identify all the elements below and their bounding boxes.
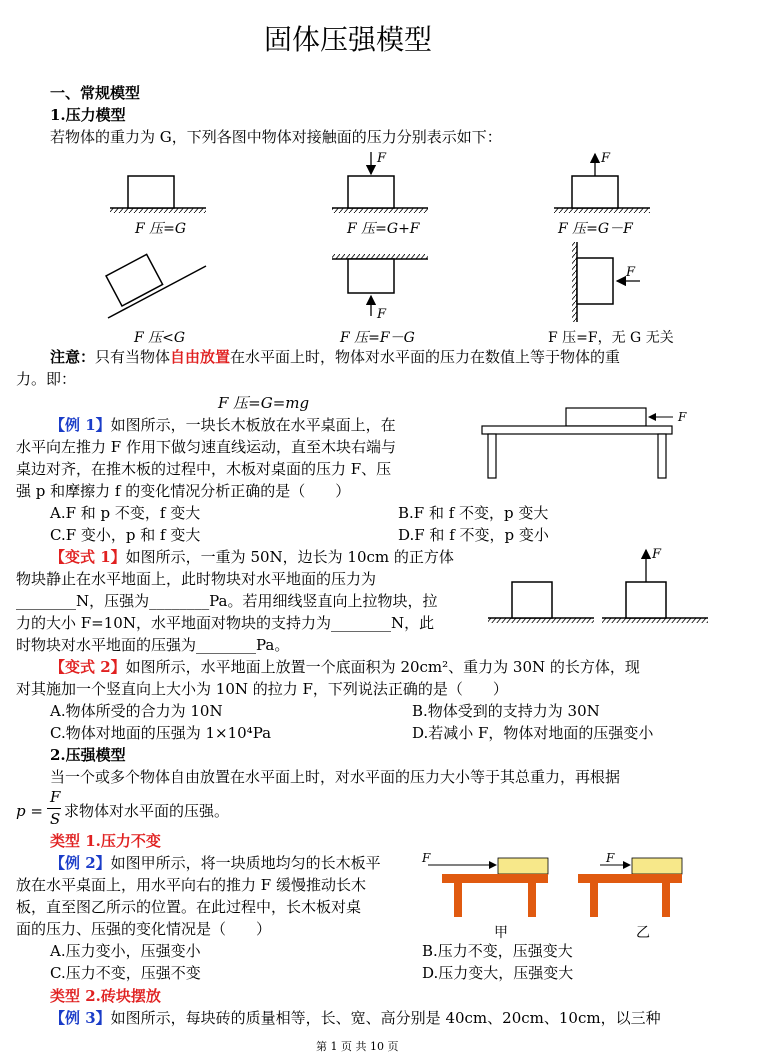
formula-right: 求物体对水平面的压强。 bbox=[64, 802, 230, 820]
var1-line-4: 力的大小 F=10N，水平地面对物块的支持力为________N，此 bbox=[16, 614, 435, 632]
var2-line-1 bbox=[50, 656, 640, 678]
ex2-option-a: A.压力变小，压强变小 bbox=[50, 942, 201, 960]
ex1-option-a: A.F 和 p 不变，f 变大 bbox=[50, 504, 201, 522]
ex1-line-3: 桌边对齐，在推木板的过程中，木板对桌面的压力 F、压 bbox=[16, 460, 392, 478]
note-highlight: 自由放置 bbox=[170, 348, 231, 366]
svg-text:F: F bbox=[601, 151, 611, 166]
ex2-figure bbox=[420, 848, 720, 938]
diagram-wall bbox=[572, 242, 640, 322]
var1-tag: 【变式 1】 bbox=[50, 548, 126, 566]
ex2-option-b: B.压力不变，压强变大 bbox=[422, 942, 573, 960]
caption-3: F 压=G－F bbox=[558, 221, 633, 237]
note-formula: F 压=G=mg bbox=[218, 394, 310, 412]
ex1-option-d: D.F 和 f 不变，p 变小 bbox=[398, 526, 549, 544]
subsection-heading-2: 2.压强模型 bbox=[50, 746, 126, 764]
var1-line-1 bbox=[50, 546, 454, 568]
ex2-option-c: C.压力不变，压强不变 bbox=[50, 964, 201, 982]
section-heading: 一、常规模型 bbox=[50, 84, 141, 102]
ex3-line-1 bbox=[50, 1007, 661, 1029]
formula-den: S bbox=[50, 810, 61, 828]
ex1-text: 如图所示，一块长木板放在水平桌面上，在 bbox=[110, 416, 396, 434]
svg-text:F: F bbox=[422, 851, 431, 865]
subsection-heading: 1.压力模型 bbox=[50, 106, 126, 124]
type1-heading: 类型 1.压力不变 bbox=[50, 832, 161, 850]
intro-text: 若物体的重力为 G，下列各图中物体对接触面的压力分别表示如下： bbox=[50, 128, 502, 146]
page-title: 固体压强模型 bbox=[264, 23, 433, 56]
diagram-pull-up bbox=[554, 151, 650, 213]
var1-text: 如图所示，一重为 50N，边长为 10cm 的正方体 bbox=[125, 548, 454, 566]
ex2-line-4: 面的压力、压强的变化情况是（ ） bbox=[16, 920, 272, 938]
ex1-line-1 bbox=[50, 414, 396, 436]
var2-option-d: D.若减小 F，物体对地面的压强变小 bbox=[412, 724, 654, 742]
svg-text:F: F bbox=[678, 410, 687, 424]
diagram-push-down bbox=[332, 151, 428, 213]
var1-line-3: ________N，压强为________Pa。若用细线竖直向上拉物块，拉 bbox=[16, 592, 438, 610]
caption-2: F 压=G+F bbox=[347, 221, 420, 237]
formula-left: p = bbox=[16, 802, 43, 820]
caption-5: F 压=F－G bbox=[340, 330, 415, 346]
var1-figure bbox=[486, 540, 716, 630]
ex2-option-d: D.压力变大，压强变大 bbox=[422, 964, 574, 982]
type2-heading: 类型 2.砖块摆放 bbox=[50, 987, 161, 1005]
formula-num: F bbox=[50, 788, 61, 806]
caption-1: F 压=G bbox=[135, 221, 187, 237]
var2-text: 如图所示，水平地面上放置一个底面积为 20cm²、重力为 30N 的长方体，现 bbox=[125, 658, 640, 676]
ex1-option-c: C.F 变小，p 和 f 变大 bbox=[50, 526, 201, 544]
note-line-2: 力。即： bbox=[16, 370, 77, 388]
ex2-tag: 【例 2】 bbox=[50, 854, 111, 872]
ex1-tag: 【例 1】 bbox=[50, 416, 111, 434]
var2-option-b: B.物体受到的支持力为 30N bbox=[412, 702, 600, 720]
ex3-text: 如图所示，每块砖的质量相等，长、宽、高分别是 40cm、20cm、10cm，以三种 bbox=[110, 1009, 661, 1027]
var1-line-2: 物块静止在水平地面上，此时物块对水平地面的压力为 bbox=[16, 570, 377, 588]
ex3-tag: 【例 3】 bbox=[50, 1009, 111, 1027]
note-label: 注意： bbox=[50, 348, 96, 366]
model2-line-1: 当一个或多个物体自由放置在水平面上时，对水平面的压力大小等于其总重力，再根据 bbox=[50, 768, 621, 786]
ex1-line-2: 水平向左推力 F 作用下做匀速直线运动，直至木块右端与 bbox=[16, 438, 396, 456]
fig-label-jia: 甲 bbox=[494, 925, 508, 941]
diagram-ceiling bbox=[332, 254, 428, 322]
caption-4: F 压<G bbox=[134, 330, 186, 346]
svg-text:F: F bbox=[626, 265, 636, 280]
note-post: 在水平面上时，物体对水平面的压力在数值上等于物体的重 bbox=[230, 348, 621, 366]
var1-line-5: 时物块对水平地面的压强为________Pa。 bbox=[16, 636, 290, 654]
page-footer: 第 1 页 共 10 页 bbox=[316, 1040, 399, 1053]
var2-option-a: A.物体所受的合力为 10N bbox=[50, 702, 223, 720]
ex1-option-b: B.F 和 f 不变，p 变大 bbox=[398, 504, 549, 522]
ex2-text: 如图甲所示，将一块质地均匀的长木板平 bbox=[110, 854, 381, 872]
diagram-rest bbox=[110, 176, 206, 213]
svg-text:F: F bbox=[606, 851, 615, 865]
ex2-line-2: 放在水平桌面上，用水平向右的推力 F 缓慢推动长木 bbox=[16, 876, 366, 894]
svg-text:F: F bbox=[377, 151, 387, 166]
svg-text:F: F bbox=[652, 547, 662, 562]
var2-option-c: C.物体对地面的压强为 1×10⁴Pa bbox=[50, 724, 272, 742]
var2-tag: 【变式 2】 bbox=[50, 658, 126, 676]
caption-6: F 压=F，无 G 无关 bbox=[548, 330, 674, 346]
var2-line-2: 对其施加一个竖直向上大小为 10N 的拉力 F，下列说法正确的是（ ） bbox=[16, 680, 508, 698]
note-pre: 只有当物体 bbox=[95, 348, 171, 366]
diagram-incline bbox=[106, 254, 206, 318]
ex1-figure bbox=[478, 402, 708, 482]
ex2-line-3: 板，直至图乙所示的位置。在此过程中，长木板对桌 bbox=[16, 898, 362, 916]
fig-label-yi: 乙 bbox=[636, 925, 650, 941]
note-line bbox=[50, 346, 620, 368]
svg-text:F: F bbox=[377, 307, 387, 322]
ex1-line-4: 强 p 和摩擦力 f 的变化情况分析正确的是（ ） bbox=[16, 482, 351, 500]
ex2-line-1 bbox=[50, 852, 381, 874]
